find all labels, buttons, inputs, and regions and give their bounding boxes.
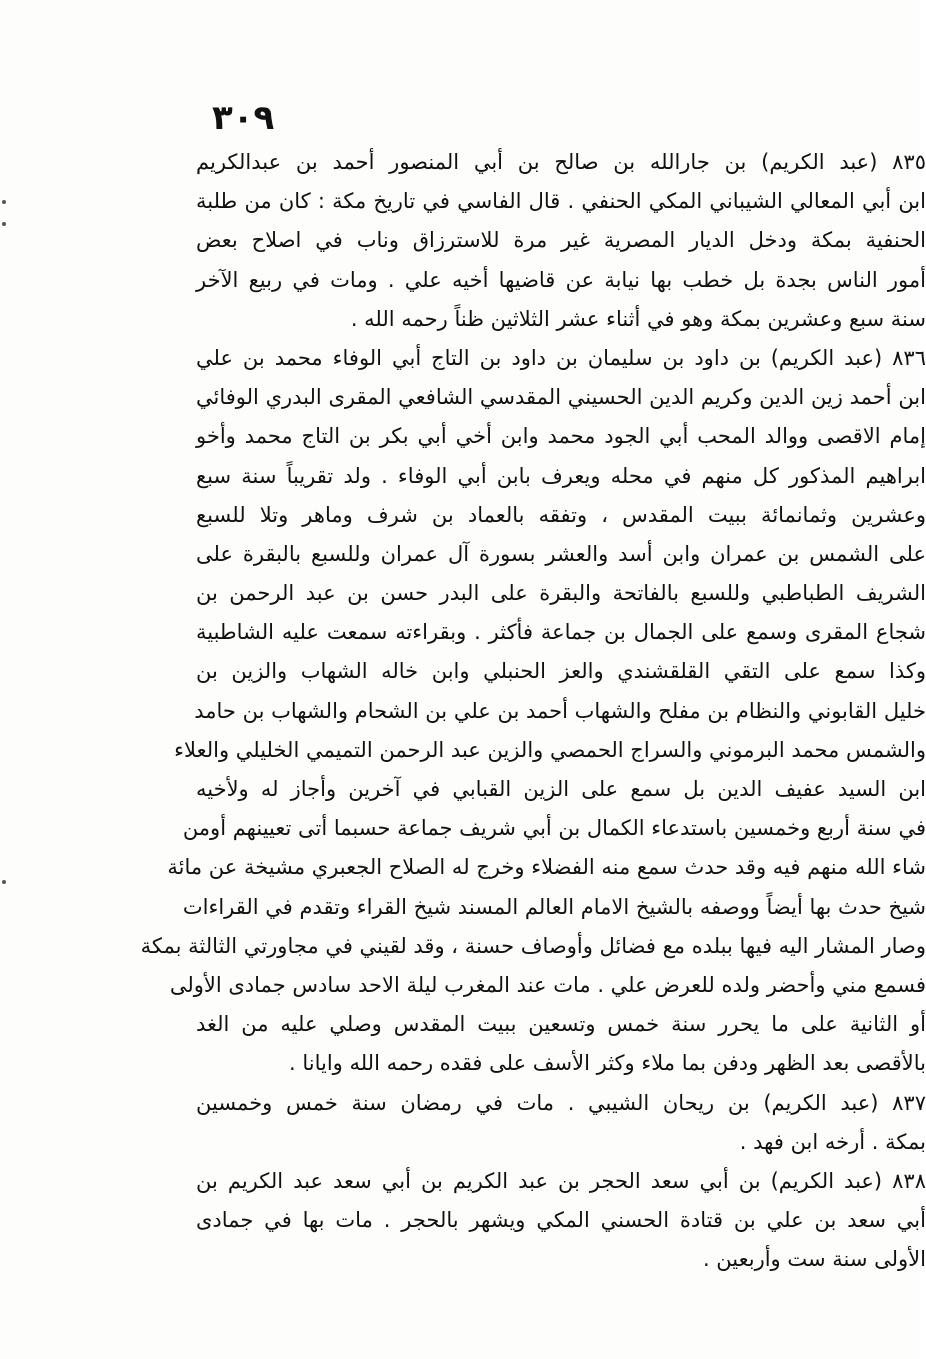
text-line: ابن أبي المعالي الشيباني المكي الحنفي . قال الفاسي في تاريخ مكة : كان من طلبة <box>196 189 926 214</box>
text-line: أبي سعد بن علي بن قتادة الحسني المكي ويشهر بالحجر . مات بها في جمادى <box>196 1208 926 1233</box>
text-line: بالأقصى بعد الظهر ودفن بما ملاء وكثر الأسف على فقده رحمه الله وايانا . <box>288 1051 926 1076</box>
text-line: الأولى سنة ست وأربعين . <box>702 1247 926 1272</box>
page-number: ٣٠٩ <box>212 98 275 138</box>
main-text <box>140 143 926 1279</box>
text-line: وصار المشار اليه فيها ببلده مع فضائل وأوصاف حسنة ، وقد لقيني في مجاورتي الثالثة بمكة <box>140 933 926 958</box>
text-line: الشريف الطباطبي وللسبع بالفاتحة والبقرة على البدر حسن بن عبد الرحمن بن <box>196 581 926 606</box>
text-line: والشمس محمد البرموني والسراج الحمصي والزين عبد الرحمن التميمي الخليلي والعلاء <box>174 737 926 762</box>
margin-speck <box>2 200 6 204</box>
text-line: شاء الله منهم فيه وقد حدث سمع منه الفضلاء وخرج له الصلاح الجعبري مشيخة عن مائة <box>167 855 926 880</box>
text-line: أمور الناس بجدة بل خطب بها نيابة عن قاضيها أخيه علي . ومات في ربيع الآخر <box>196 267 926 292</box>
text-line: إمام الاقصى ووالد المحب أبي الجود محمد وابن أخي أبي بكر بن التاج محمد وأخو <box>196 424 926 449</box>
text-line: ٨٣٧ (عبد الكريم) بن ريحان الشيبي . مات في رمضان سنة خمس وخمسين <box>196 1090 926 1115</box>
text-line: ٨٣٦ (عبد الكريم) بن داود بن سليمان بن داود بن التاج أبي الوفاء محمد بن علي <box>196 345 926 370</box>
text-line: فسمع مني وأحضر ولده للعرض علي . مات عند المغرب ليلة الاحد سادس جمادى الأولى <box>169 972 926 997</box>
text-line: خليل القابوني والنظام بن مفلح والشهاب أحمد بن علي بن الشحام والشهاب بن حامد <box>194 698 926 723</box>
margin-speck <box>2 880 6 884</box>
text-line: بمكة . أرخه ابن فهد . <box>739 1129 926 1154</box>
text-line: وعشرين وثمانمائة ببيت المقدس ، وتفقه بالعماد بن شرف وماهر وتلا للسبع <box>196 502 926 527</box>
text-line: ٨٣٥ (عبد الكريم) بن جارالله بن صالح بن أبي المنصور أحمد بن عبدالكريم <box>196 150 926 174</box>
margin-speck <box>2 222 6 226</box>
text-line: على الشمس بن عمران وابن أسد والعشر بسورة آل عمران وللسبع بالبقرة على <box>196 541 926 566</box>
text-line: ابراهيم المذكور كل منهم في محله ويعرف بابن أبي الوفاء . ولد تقريباً سنة سبع <box>196 463 926 488</box>
text-line: ابن أحمد زين الدين وكريم الدين الحسيني المقدسي الشافعي المقرى البدري الوفائي <box>196 385 926 410</box>
text-line: أو الثانية على ما يحرر سنة خمس وتسعين ببيت المقدس وصلي عليه من الغد <box>196 1012 926 1037</box>
text-line: شجاع المقرى وسمع على الجمال بن جماعة فأكثر . وبقراءته سمعت عليه الشاطبية <box>196 620 926 645</box>
text-line: ابن السيد عفيف الدين بل سمع على الزين القبابي في آخرين وأجاز له ولأخيه <box>196 777 926 801</box>
text-line: الحنفية بمكة ودخل الديار المصرية غير مرة للاسترزاق وناب في اصلاح بعض <box>196 228 926 253</box>
text-line: ٨٣٨ (عبد الكريم) بن أبي سعد الحجر بن عبد الكريم بن أبي سعد عبد الكريم بن <box>196 1168 926 1193</box>
text-line: في سنة أربع وخمسين باستدعاء الكمال بن أبي شريف جماعة حسبما أتى تعيينهم أومن <box>182 816 926 841</box>
text-line: شيخ حدث بها أيضاً ووصفه بالشيخ الامام العالم المسند شيخ القراء وتقدم في القراءات <box>182 894 926 919</box>
text-line: وكذا سمع على التقي القلقشندي والعز الحنبلي وابن خاله الشهاب والزين بن <box>196 659 926 684</box>
text-line: سنة سبع وعشرين بمكة وهو في أثناء عشر الثلاثين ظناً رحمه الله . <box>350 306 926 331</box>
